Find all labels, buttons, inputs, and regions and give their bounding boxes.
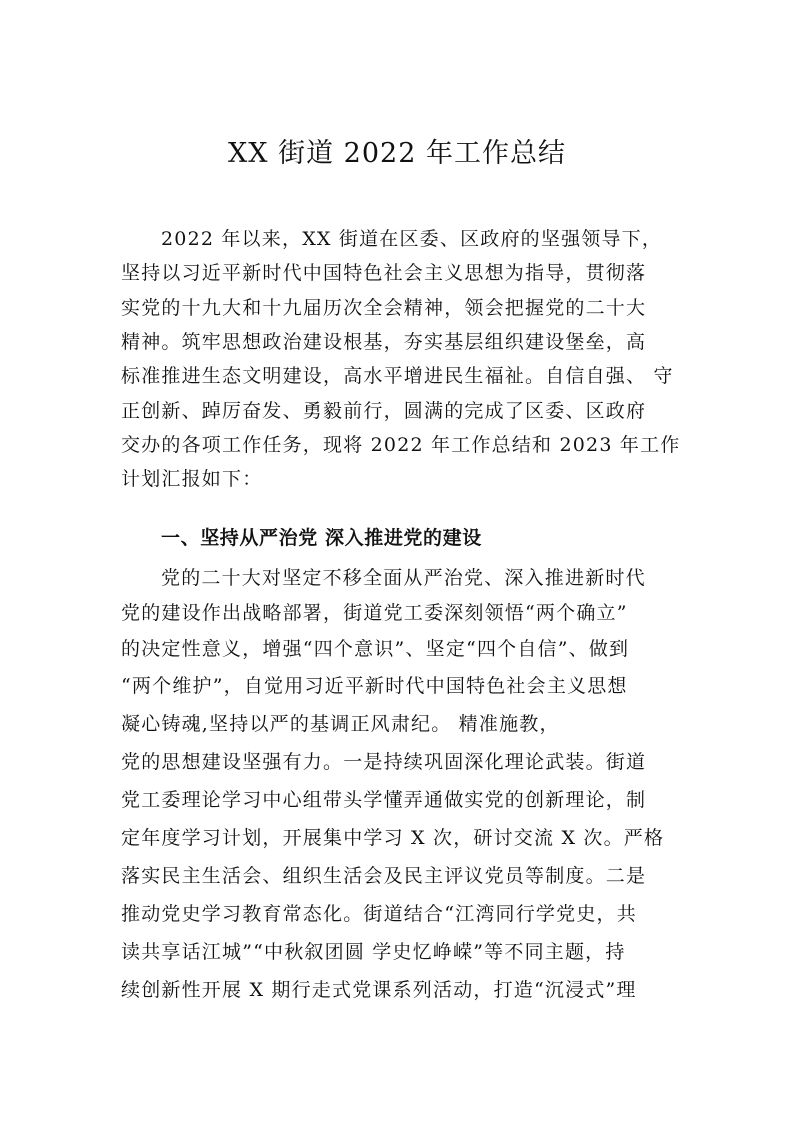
body-line: 落实民主生活会、组织生活会及民主评议党员等制度。二是 — [121, 865, 647, 887]
body-line: 读共享话江城”“中秋叙团圆 学史忆峥嵘”等不同主题，持 — [121, 941, 626, 963]
body-line: “两个维护”，自觉用习近平新时代中国特色社会主义思想 — [121, 675, 628, 697]
document-title: XX 街道 2022 年工作总结 — [228, 138, 566, 169]
intro-line: 2022 年以来，XX 街道在区委、区政府的坚强领导下， — [161, 228, 663, 250]
intro-line: 标准推进生态文明建设，高水平增进民生福祉。自信自强、 守 — [121, 365, 674, 387]
intro-line: 实党的十九大和十九届历次全会精神，领会把握党的二十大 — [121, 297, 647, 319]
body-line: 党的思想建设坚强有力。一是持续巩固深化理论武装。街道 — [121, 751, 647, 773]
intro-line: 交办的各项工作任务，现将 2022 年工作总结和 2023 年工作 — [121, 434, 681, 456]
intro-line: 计划汇报如下： — [121, 468, 263, 490]
body-line: 的决定性意义，增强“四个意识”、坚定“四个自信”、做到 — [121, 638, 630, 660]
body-line: 党的二十大对坚定不移全面从严治党、深入推进新时代 — [161, 567, 646, 589]
body-line: 推动党史学习教育常态化。街道结合“江湾同行学党史，共 — [121, 903, 637, 925]
intro-line: 正创新、踔厉奋发、勇毅前行，圆满的完成了区委、区政府 — [121, 400, 647, 422]
section-heading: 一、坚持从严治党 深入推进党的建设 — [161, 527, 482, 549]
body-line: 凝心铸魂,坚持以严的基调正风肃纪。 精准施教， — [121, 713, 560, 735]
body-line: 定年度学习计划，开展集中学习 X 次，研讨交流 X 次。严格 — [121, 827, 665, 849]
intro-line: 精神。筑牢思想政治建设根基，夯实基层组织建设堡垒，高 — [121, 331, 647, 353]
body-line: 党的建设作出战略部署，街道党工委深刻领悟“两个确立” — [121, 602, 628, 624]
body-line: 续创新性开展 X 期行走式党课系列活动，打造“沉浸式”理 — [121, 979, 637, 1001]
body-line: 党工委理论学习中心组带头学懂弄通做实党的创新理论，制 — [121, 789, 647, 811]
intro-line: 坚持以习近平新时代中国特色社会主义思想为指导，贯彻落 — [121, 262, 647, 284]
